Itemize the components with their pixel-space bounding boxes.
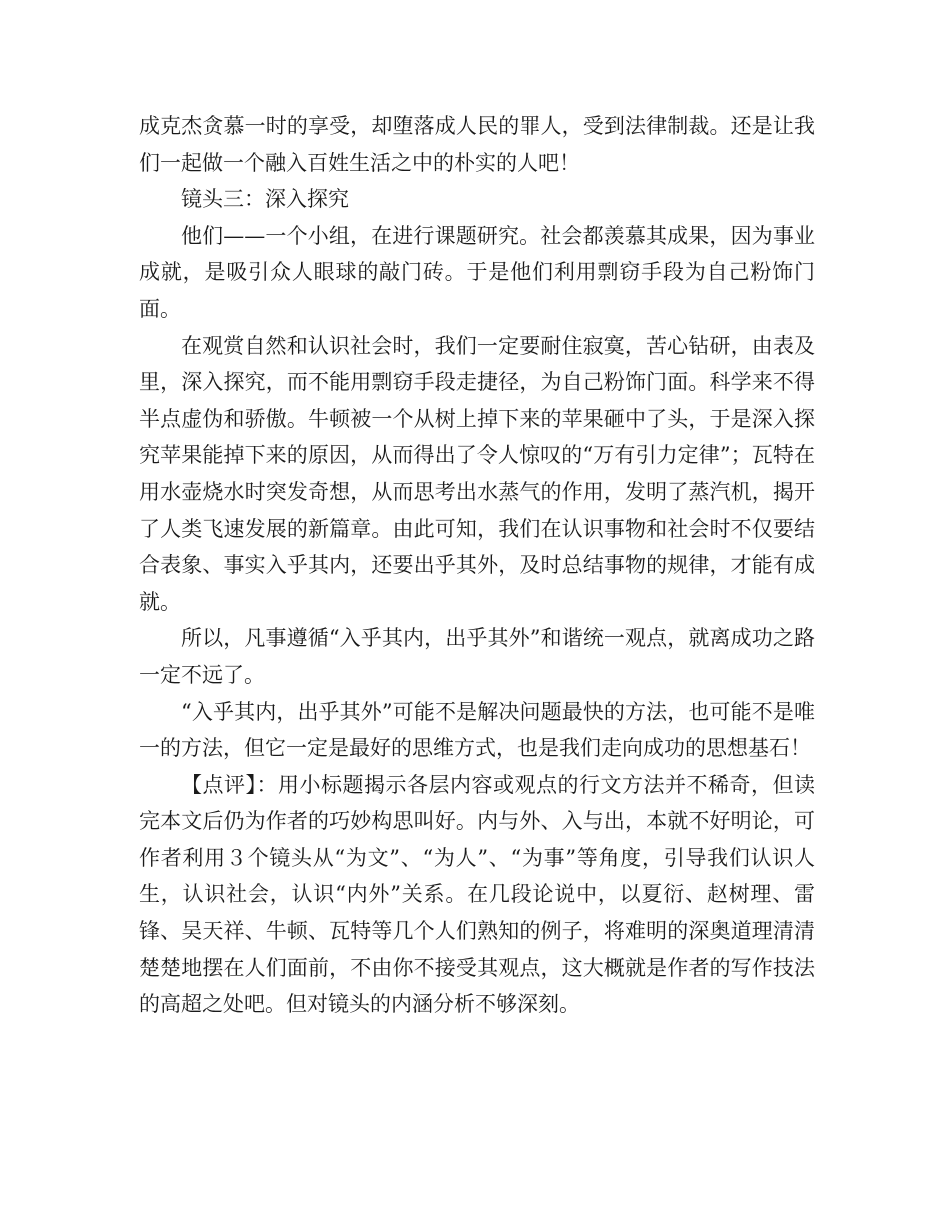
paragraph: “入乎其内，出乎其外”可能不是解决问题最快的方法，也可能不是唯一的方法，但它一定是最好的思维方式，也是我们走向成功的思想基石！ (139, 699, 815, 761)
paragraph-continuation: 成克杰贪慕一时的享受，却堕落成人民的罪人，受到法律制裁。还是让我们一起做一个融入百姓生活之中的朴实的人吧！ (139, 114, 815, 175)
paragraph: 他们——一个小组，在进行课题研究。社会都羡慕其成果，因为事业成就，是吸引众人眼球的敲门砖。于是他们利用剽窃手段为自己粉饰门面。 (139, 223, 815, 321)
paragraph: 在观赏自然和认识社会时，我们一定要耐住寂寞，苦心钻研，由表及里，深入探究，而不能用剽窃手段走捷径，为自己粉饰门面。科学来不得半点虚伪和骄傲。牛顿被一个从树上掉下来的苹果砸中了头，于是深入探究苹果能掉下来的原因，从而得出了令人惊叹的“万有引力定律”；瓦特在用水壶烧水时突发奇想，从而思考出水蒸气的作用，发明了蒸汽机，揭开了人类飞速发展的新篇章。由此可知，我们在认识事物和社会时不仅要结合表象、事实入乎其内，还要出乎其外，及时总结事物的规律，才能有成就。 (139, 333, 815, 614)
document-page (139, 108, 815, 1023)
commentary-paragraph: 【点评】：用小标题揭示各层内容或观点的行文方法并不稀奇，但读完本文后仍为作者的巧妙构思叫好。内与外、入与出，本就不好明论，可作者利用３个镜头从“为文”、“为人”、“为事”等角度，引导我们认识人生，认识社会，认识“内外”关系。在几段论说中，以夏衍、赵树理、雷锋、吴天祥、牛顿、瓦特等几个人们熟知的例子，将难明的深奥道理清清楚楚地摆在人们面前，不由你不接受其观点，这大概就是作者的写作技法的高超之处吧。但对镜头的内涵分析不够深刻。 (139, 772, 815, 1017)
paragraph: 所以，凡事遵循“入乎其内，出乎其外”和谐统一观点，就离成功之路一定不远了。 (139, 626, 815, 687)
section-heading-shot-three: 镜头三：深入探究 (181, 187, 349, 212)
